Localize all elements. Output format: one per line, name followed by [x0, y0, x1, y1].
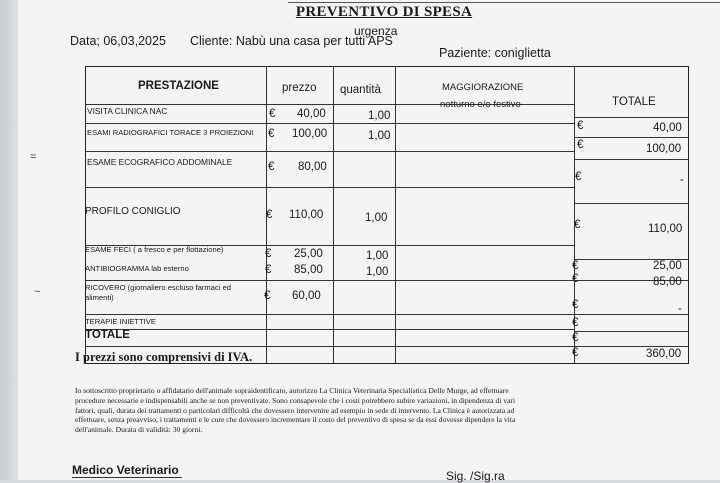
margin-mark: =: [30, 151, 37, 163]
row-quantity: 1,00: [368, 110, 391, 122]
row-divider: [86, 280, 688, 281]
row-total: -: [680, 174, 684, 186]
row-quantity: 1,00: [365, 212, 388, 224]
signer-underline: [72, 477, 182, 478]
row-quantity: 1,00: [366, 266, 389, 278]
consent-line: effettuare, senza preavviso, i trattamenti e le cure che dovessero incrementare il costo del preventivo di spesa se da essi dovesse dipendere la vita: [75, 415, 516, 425]
row-divider: [86, 151, 574, 152]
row-divider: [86, 329, 574, 330]
row-total-currency: €: [577, 139, 584, 151]
row-total: -: [678, 303, 682, 315]
row-price: 40,00: [297, 108, 326, 120]
row-service: VISITA CLINICA NAC: [87, 106, 168, 116]
row-currency: €: [269, 108, 276, 120]
row-total: 40,00: [653, 122, 682, 134]
client-name: Cliente: Nabù una casa per tutti APS: [190, 34, 393, 48]
row-divider: [574, 331, 688, 332]
row-price: 85,00: [294, 264, 323, 276]
row-divider: [86, 123, 574, 124]
row-divider: [86, 187, 574, 188]
row-currency: €: [265, 248, 272, 260]
col-header-total: TOTALE: [612, 96, 656, 108]
page-shadow: [0, 0, 18, 480]
row-divider: [574, 159, 688, 160]
row-price: 100,00: [292, 128, 328, 140]
row-currency: €: [264, 290, 271, 302]
row-divider: [574, 203, 688, 204]
row-total-currency: €: [572, 260, 579, 272]
consent-line: procedure necessarie e indispensabili anche se non preventivate. Sono consapevole che i costi potrebbero subire variazioni, in dipendenza di vari: [75, 395, 516, 405]
row-service: ESAME FECI ( a fresco e per flottazione): [85, 245, 224, 254]
row-total-currency: €: [572, 317, 579, 329]
col-divider: [333, 67, 334, 363]
vat-note: I prezzi sono comprensivi di IVA.: [75, 350, 253, 364]
document-title: PREVENTIVO DI SPESA: [295, 4, 473, 20]
row-service: ESAMI RADIOGRAFICI TORACE 3 PROIEZIONI: [87, 128, 254, 137]
row-total-currency: €: [575, 171, 582, 183]
row-divider: [86, 346, 688, 347]
consent-line: fattori, quali, durata dei trattamenti o particolari difficoltà che dovessero intervenire ad esempio in sede di intervento. La Clinica è autorizzata ad: [75, 405, 515, 415]
veterinarian-label: Medico Veterinario: [72, 463, 179, 477]
row-divider: [574, 137, 688, 138]
row-total: 100,00: [646, 143, 682, 155]
row-divider: [574, 117, 688, 118]
consent-line: Io sottoscritto proprietario o affidatario dell'animale sopraidentificato, autorizzo La Clinica Veterinaria Specialistica Delle Murge, ad effettuare: [75, 386, 509, 395]
row-currency: €: [268, 161, 275, 173]
col-header-surcharge: MAGGIORAZIONE: [442, 82, 524, 93]
row-currency: €: [266, 209, 273, 221]
row-total-currency: €: [572, 273, 579, 285]
row-divider: [86, 314, 688, 315]
col-header-price: prezzo: [282, 82, 317, 94]
quote-date: Data; 06,03,2025: [70, 34, 166, 48]
row-total-currency: €: [574, 219, 581, 231]
row-total: 85,00: [653, 276, 682, 288]
row-service-continued: alimenti): [85, 293, 114, 302]
quote-table: [85, 66, 689, 364]
row-currency: €: [268, 128, 275, 140]
total-label: TOTALE: [85, 329, 130, 341]
consent-text: [75, 386, 675, 435]
grand-total-currency-empty: €: [572, 332, 579, 344]
margin-mark: ~: [34, 286, 41, 298]
row-service: ESAME ECOGRAFICO ADDOMINALE: [87, 157, 233, 167]
row-total-currency: €: [577, 120, 584, 132]
row-quantity: 1,00: [368, 130, 391, 142]
grand-total-currency: €: [572, 347, 579, 359]
col-header-service: PRESTAZIONE: [138, 80, 219, 92]
row-total: 110,00: [648, 223, 683, 235]
owner-signature-label: Sig. /Sig.ra: [446, 469, 505, 483]
row-service: TERAPIE INIETTIVE: [85, 317, 156, 326]
row-service: RICOVERO (giornaliero escluso farmaci ed: [85, 283, 232, 292]
row-total-currency: €: [572, 299, 579, 311]
row-quantity: 1,00: [366, 250, 389, 262]
document-subtitle: urgenza: [354, 24, 398, 38]
col-header-surcharge-note: notturno e/o festivo: [440, 99, 521, 110]
quote-sheet: [18, 0, 720, 483]
row-price: 60,00: [292, 290, 321, 302]
top-rule: [288, 2, 720, 3]
row-service: ANTIBIOGRAMMA lab esterno: [85, 264, 189, 273]
patient-name: Paziente: coniglietta: [439, 46, 551, 60]
consent-line: dell'animale. Durata di validità: 30 giorni.: [75, 425, 203, 435]
col-divider: [395, 67, 396, 363]
grand-total: 360,00: [646, 348, 682, 360]
col-header-quantity: quantità: [340, 84, 381, 96]
row-price: 25,00: [294, 248, 323, 260]
row-service: PROFILO CONIGLIO: [85, 206, 181, 217]
row-total: 25,00: [653, 260, 682, 272]
row-currency: €: [265, 264, 272, 276]
row-price: 80,00: [298, 161, 327, 173]
row-price: 110,00: [289, 209, 324, 221]
